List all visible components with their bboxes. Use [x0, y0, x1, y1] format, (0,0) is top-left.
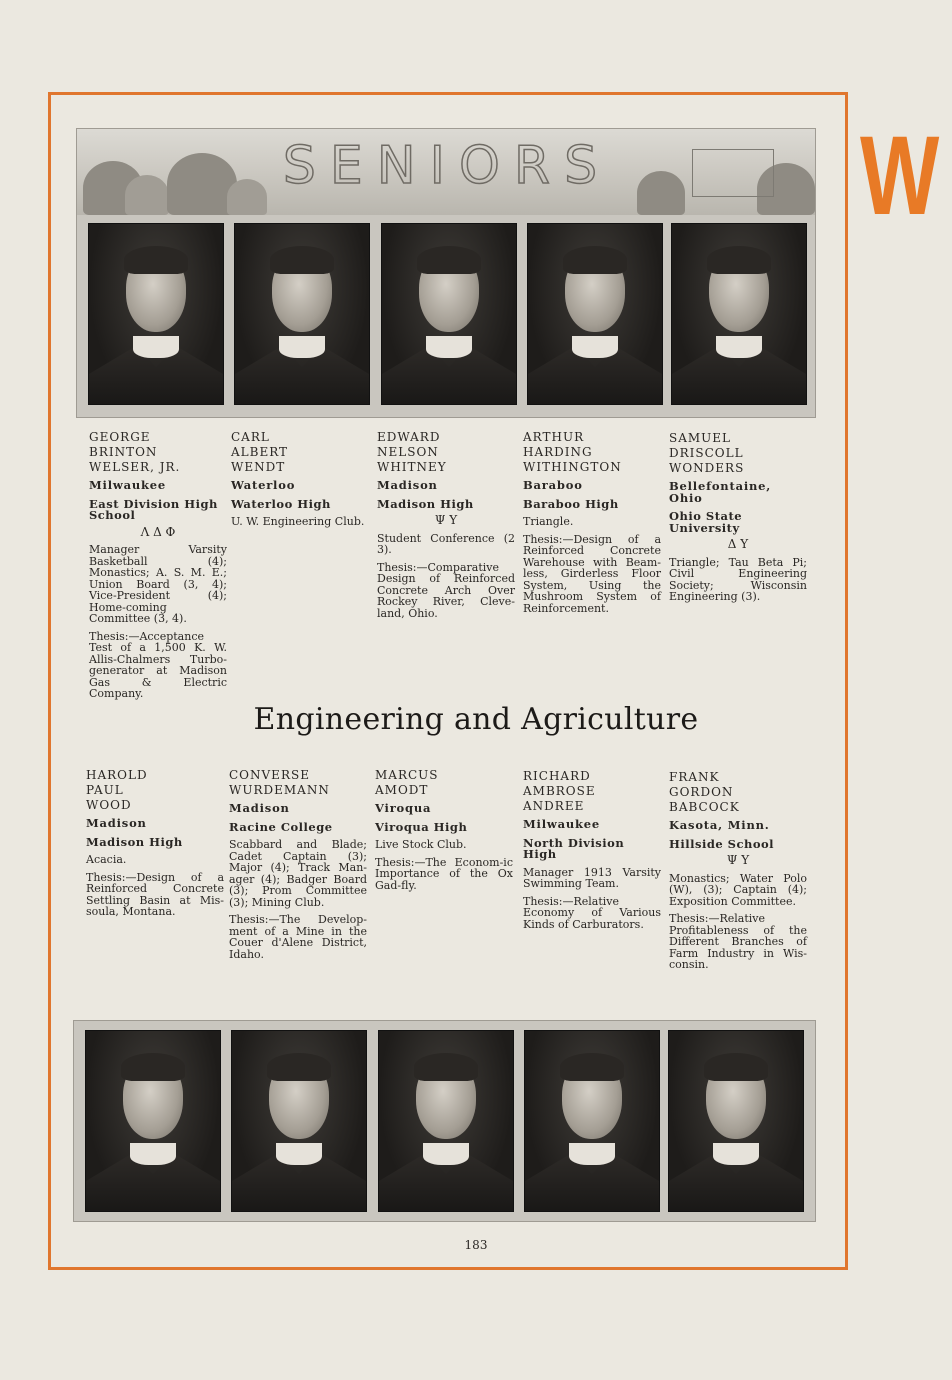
portrait-photo [524, 1030, 660, 1212]
school: Madison High [377, 496, 474, 511]
bio-arthur-withington [523, 430, 661, 614]
activities: U. W. Engineering Club. [231, 515, 365, 528]
name-line: WITHINGTON [523, 460, 622, 474]
hometown: Milwaukee [89, 478, 166, 492]
name-line: DRISCOLL [669, 446, 744, 460]
name-line: CONVERSE [229, 768, 310, 782]
name-line: FRANK [669, 770, 720, 784]
bio-converse-wurdemann [229, 768, 367, 960]
thesis: Thesis:—Relative Profitableness of the Different Branches of Farm Industry in Wis-consin. [669, 912, 807, 971]
name-line: AMBROSE [523, 784, 596, 798]
seniors-banner [76, 128, 816, 418]
name-line: WOOD [86, 798, 132, 812]
activities: Student Conference (2 3). [377, 531, 515, 556]
name-line: BABCOCK [669, 800, 740, 814]
hometown: Milwaukee [523, 817, 600, 831]
school: Viroqua High [375, 819, 468, 834]
name-line: SAMUEL [669, 431, 732, 445]
bio-frank-babcock [669, 770, 807, 971]
name-line: WHITNEY [377, 460, 447, 474]
portrait-photo [668, 1030, 804, 1212]
fraternity-letters: Ψ Υ [434, 513, 458, 527]
activities: Live Stock Club. [375, 838, 467, 851]
fraternity-letters: Ψ Υ [726, 853, 750, 867]
portrait-photo [234, 223, 370, 405]
portrait-photo [231, 1030, 367, 1212]
bio-harold-wood [86, 768, 224, 918]
hometown: Kasota, Minn. [669, 818, 770, 832]
thesis: Thesis:—Design of a Reinforced Concrete Warehouse with Beam-less, Girderless Floor System, Using the Mushroom System of Reinforcement. [523, 532, 661, 615]
name-line: GEORGE [89, 430, 151, 444]
school: East Division High School [89, 496, 218, 522]
hometown: Viroqua [375, 801, 432, 815]
hometown: Baraboo [523, 478, 583, 492]
thesis: Thesis:—Relative Economy of Various Kinds of Carburators. [523, 894, 661, 931]
activities: Manager 1913 Varsity Swimming Team. [523, 865, 661, 890]
thesis: Thesis:—The Econom-ic Importance of the Ox Gad-fly. [375, 855, 513, 892]
activities: Acacia. [86, 853, 127, 866]
bottom-photo-strip [73, 1020, 816, 1222]
thesis: Thesis:—The Develop-ment of a Mine in the Couer d'Alene District, Idaho. [229, 913, 367, 961]
activities: Scabbard and Blade; Cadet Captain (3); Major (4); Track Man-ager (4); Badger Board (3); Prom Committee (3); Mining Club. [229, 838, 367, 909]
name-line: ALBERT [231, 445, 289, 459]
bio-carl-wendt [231, 430, 369, 528]
section-heading: Engineering and Agriculture [253, 702, 699, 737]
banner-title: SENIORS [282, 136, 612, 196]
hometown: Madison [86, 816, 147, 830]
thesis: Thesis:—Design of a Reinforced Concrete Settling Basin at Mis-soula, Montana. [86, 870, 224, 918]
banner-artwork [77, 129, 815, 215]
bio-richard-andree [523, 769, 661, 930]
portrait-photo [527, 223, 663, 405]
page-number: 183 [464, 1238, 488, 1252]
activities: Triangle; Tau Beta Pi; Civil Engineering Society; Wisconsin Engineering (3). [669, 555, 807, 603]
bio-samuel-wonders [669, 431, 807, 603]
activities: Triangle. [523, 515, 574, 528]
name-line: WENDT [231, 460, 286, 474]
name-line: ARTHUR [523, 430, 585, 444]
name-line: HAROLD [86, 768, 148, 782]
school: Madison High [86, 834, 183, 849]
building-illustration [692, 149, 774, 197]
portrait-photo [378, 1030, 514, 1212]
school: Baraboo High [523, 496, 619, 511]
bio-edward-whitney [377, 430, 515, 619]
name-line: PAUL [86, 783, 124, 797]
bio-marcus-amodt [375, 768, 513, 891]
portrait-photo [88, 223, 224, 405]
name-line: RICHARD [523, 769, 591, 783]
name-line: ANDREE [523, 799, 585, 813]
name-line: GORDON [669, 785, 734, 799]
fraternity-letters: Λ Δ Φ [140, 524, 176, 539]
hometown: Madison [377, 478, 438, 492]
hometown: Bellefontaine, Ohio [669, 479, 772, 505]
activities: Manager Varsity Basketball (4); Monastics; A. S. M. E.; Union Board (3, 4); Vice-President (4); Home-coming Committee (3, 4). [89, 543, 227, 625]
name-line: AMODT [375, 783, 429, 797]
hometown: Madison [229, 801, 290, 815]
school: Ohio State University [669, 509, 743, 535]
portrait-photo [85, 1030, 221, 1212]
portrait-photo [381, 223, 517, 405]
name-line: WURDEMANN [229, 783, 330, 797]
name-line: HARDING [523, 445, 593, 459]
school: North Division High [523, 835, 625, 861]
name-line: CARL [231, 430, 270, 444]
school: Hillside School [669, 836, 775, 851]
bio-george-welser [89, 430, 227, 700]
name-line: MARCUS [375, 768, 439, 782]
thesis: Thesis:—Comparative Design of Reinforced Concrete Arch Over Rockey River, Cleve-land, Ohio. [377, 560, 515, 620]
name-line: NELSON [377, 445, 439, 459]
name-line: WELSER, JR. [89, 460, 181, 474]
portrait-photo [671, 223, 807, 405]
name-line: WONDERS [669, 461, 745, 475]
activities: Monastics; Water Polo (W), (3); Captain (4); Exposition Committee. [669, 871, 807, 908]
name-line: EDWARD [377, 430, 441, 444]
fraternity-letters: Δ Υ [727, 537, 749, 551]
school: Waterloo High [231, 496, 331, 511]
section-tab-letter: W [860, 113, 935, 238]
hometown: Waterloo [231, 478, 296, 492]
school: Racine College [229, 819, 333, 834]
name-line: BRINTON [89, 445, 158, 459]
thesis: Thesis:—Acceptance Test of a 1,500 K. W. Allis-Chalmers Turbo-generator at Madison Gas & Electric Company. [89, 629, 227, 700]
